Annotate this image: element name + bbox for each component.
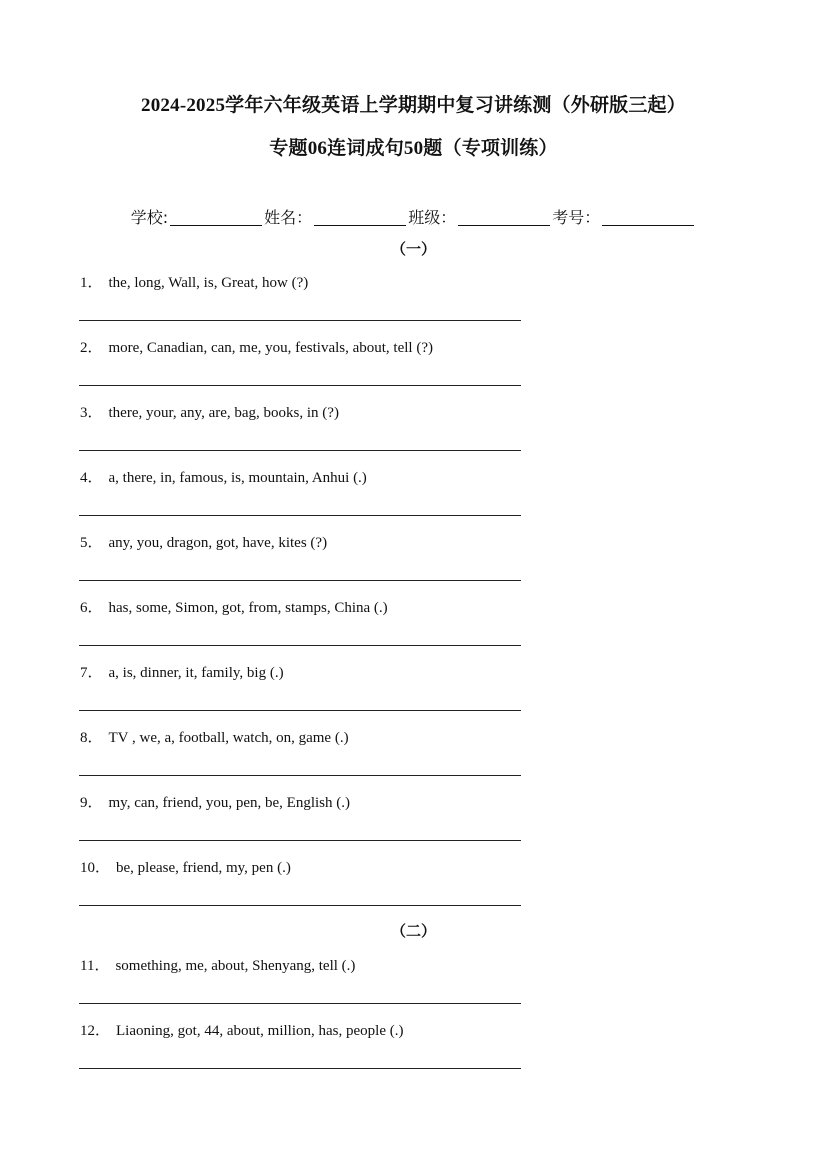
question-number: 1．: [80, 275, 103, 291]
answer-line-8[interactable]: [79, 775, 521, 776]
name-field[interactable]: [264, 205, 408, 228]
answer-line-2[interactable]: [79, 385, 521, 386]
answer-line-10[interactable]: [79, 905, 521, 906]
document-subtitle: 专题06连词成句50题（专项训练）: [269, 138, 558, 159]
school-label: 学校:: [130, 208, 169, 227]
question-number: 8．: [80, 730, 103, 746]
exam-number-label: 考号：: [552, 208, 601, 227]
question-number: 9．: [80, 795, 103, 811]
question-number: 2．: [80, 340, 103, 356]
class-blank[interactable]: [458, 211, 550, 226]
question-3: [80, 401, 339, 422]
answer-line-4[interactable]: [79, 515, 521, 516]
question-text: has, some, Simon, got, from, stamps, China (.): [108, 600, 388, 616]
class-label: 班级：: [408, 208, 457, 227]
question-text: more, Canadian, can, me, you, festivals, about, tell (?): [108, 340, 433, 356]
question-text: be, please, friend, my, pen (.): [116, 860, 291, 876]
question-number: 6．: [80, 600, 103, 616]
question-text: TV , we, a, football, watch, on, game (.): [108, 730, 349, 746]
question-10: [80, 856, 291, 877]
school-field[interactable]: [131, 205, 264, 228]
question-7: [80, 661, 284, 682]
question-11: [80, 954, 355, 975]
question-text: the, long, Wall, is, Great, how (?): [108, 275, 309, 291]
document-title: 2024-2025学年六年级英语上学期期中复习讲练测（外研版三起）: [141, 95, 686, 116]
answer-line-5[interactable]: [79, 580, 521, 581]
answer-line-7[interactable]: [79, 710, 521, 711]
school-blank[interactable]: [170, 211, 262, 226]
name-label: 姓名：: [264, 208, 313, 227]
question-text: there, your, any, are, bag, books, in (?): [108, 405, 339, 421]
question-number: 11．: [80, 958, 110, 974]
answer-line-6[interactable]: [79, 645, 521, 646]
student-info-row: [0, 205, 827, 228]
question-number: 12．: [80, 1023, 111, 1039]
question-4: [80, 466, 367, 487]
question-5: [80, 531, 327, 552]
question-text: Liaoning, got, 44, about, million, has, people (.): [116, 1023, 404, 1039]
class-field[interactable]: [408, 205, 552, 228]
question-2: [80, 336, 433, 357]
answer-line-9[interactable]: [79, 840, 521, 841]
question-6: [80, 596, 388, 617]
question-1: [80, 271, 308, 292]
question-8: [80, 726, 349, 747]
exam-number-field[interactable]: [552, 205, 696, 228]
answer-line-12[interactable]: [79, 1068, 521, 1069]
question-9: [80, 791, 350, 812]
question-number: 4．: [80, 470, 103, 486]
question-text: something, me, about, Shenyang, tell (.): [115, 958, 356, 974]
section-heading-2: （二）: [390, 922, 436, 940]
question-number: 7．: [80, 665, 103, 681]
question-text: a, is, dinner, it, family, big (.): [108, 665, 284, 681]
question-number: 5．: [80, 535, 103, 551]
question-number: 3．: [80, 405, 103, 421]
question-12: [80, 1019, 403, 1040]
answer-line-11[interactable]: [79, 1003, 521, 1004]
question-text: my, can, friend, you, pen, be, English (.): [108, 795, 350, 811]
question-text: any, you, dragon, got, have, kites (?): [108, 535, 328, 551]
exam-number-blank[interactable]: [602, 211, 694, 226]
section-heading-1: （一）: [390, 240, 436, 258]
name-blank[interactable]: [314, 211, 406, 226]
answer-line-3[interactable]: [79, 450, 521, 451]
answer-line-1[interactable]: [79, 320, 521, 321]
question-text: a, there, in, famous, is, mountain, Anhui (.): [108, 470, 367, 486]
question-number: 10．: [80, 860, 111, 876]
